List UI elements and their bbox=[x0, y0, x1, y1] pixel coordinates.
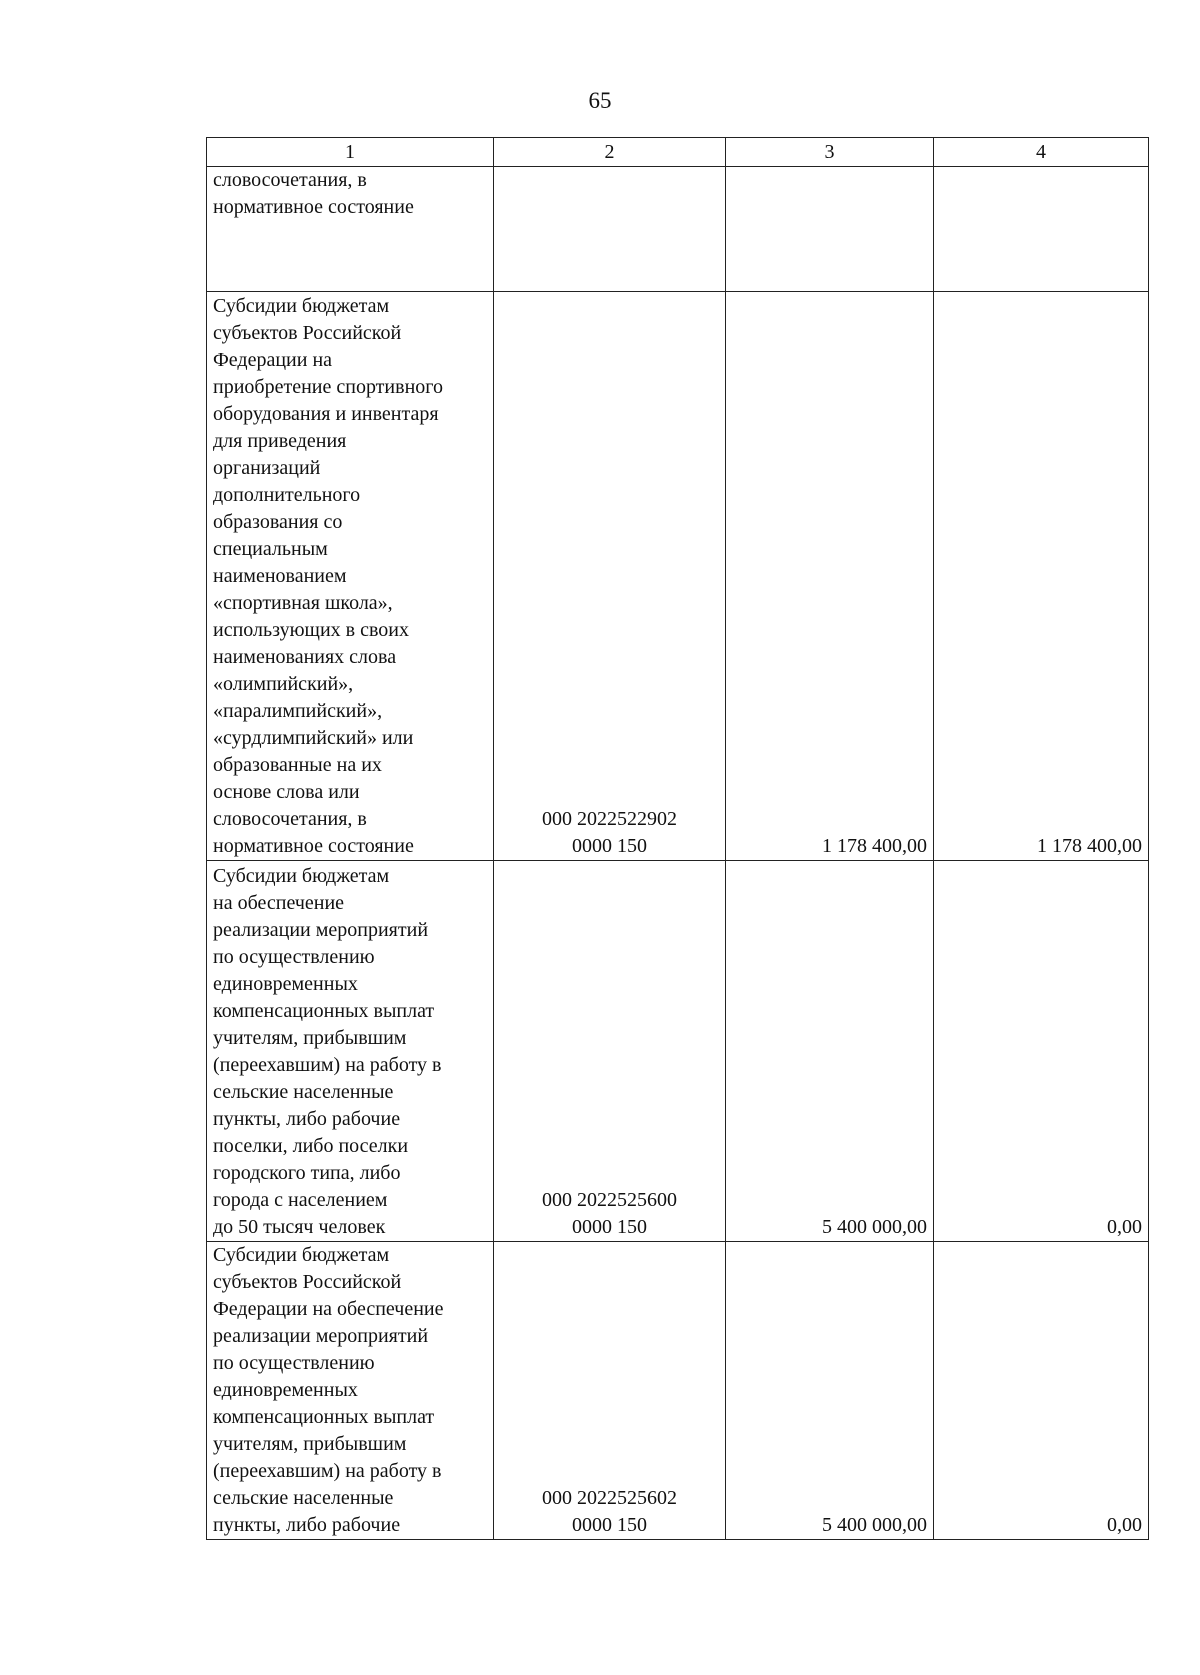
row-description: Субсидии бюджетам на обеспечение реализации мероприятий по осуществлению единовременных компенсационных выплат учителям, прибывшим (переехавшим) на работу в сельские населенные пункты, либо рабочие поселки, либо поселки городского типа, либо города с населением до 50 тысяч человек bbox=[207, 861, 494, 1242]
row-value-3: 1 178 400,00 bbox=[726, 292, 934, 861]
page-number: 65 bbox=[588, 88, 612, 113]
row-description: Субсидии бюджетам субъектов Российской Федерации на обеспечение реализации мероприятий по осуществлению единовременных компенсационных выплат учителям, прибывшим (переехавшим) на работу в сельские населенные пункты, либо рабочие bbox=[207, 1242, 494, 1540]
column-header: 3 bbox=[726, 138, 934, 167]
row-description: Субсидии бюджетам субъектов Российской Федерации на приобретение спортивного оборудования и инвентаря для приведения организаций дополнительного образования со специальным наименованием «спортивная школа», использующих в своих наименованиях слова «олимпийский», «паралимпийский», «сурдлимпийский» или образованные на их основе слова или словосочетания, в нормативное состояние bbox=[207, 292, 494, 861]
row-value-4: 0,00 bbox=[934, 1242, 1149, 1540]
row-description: словосочетания, в нормативное состояние bbox=[207, 167, 494, 292]
table-row bbox=[207, 861, 1149, 1242]
row-code: 000 2022522902 0000 150 bbox=[494, 292, 726, 861]
table-row bbox=[207, 167, 1149, 292]
column-header: 2 bbox=[494, 138, 726, 167]
table-row bbox=[207, 292, 1149, 861]
row-value-3: 5 400 000,00 bbox=[726, 1242, 934, 1540]
table-row bbox=[207, 1242, 1149, 1540]
row-value-4 bbox=[934, 167, 1149, 292]
row-code: 000 2022525600 0000 150 bbox=[494, 861, 726, 1242]
table-header-row bbox=[207, 138, 1149, 167]
row-value-3: 5 400 000,00 bbox=[726, 861, 934, 1242]
column-header: 1 bbox=[207, 138, 494, 167]
row-code: 000 2022525602 0000 150 bbox=[494, 1242, 726, 1540]
budget-table bbox=[206, 137, 1149, 1540]
row-value-4: 1 178 400,00 bbox=[934, 292, 1149, 861]
column-header: 4 bbox=[934, 138, 1149, 167]
row-code bbox=[494, 167, 726, 292]
row-value-4: 0,00 bbox=[934, 861, 1149, 1242]
row-value-3 bbox=[726, 167, 934, 292]
